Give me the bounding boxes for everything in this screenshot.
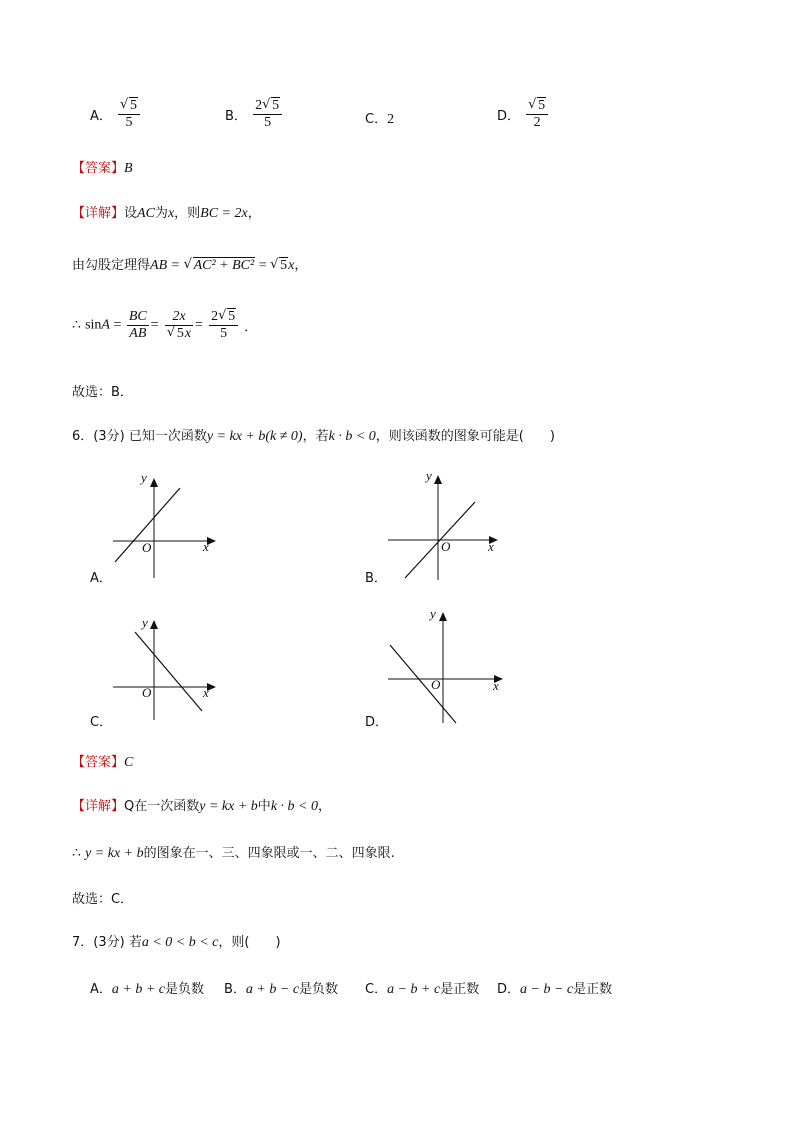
q5-option-b: B． $\frac{2√ 5}{5}$ (225, 98, 284, 131)
svg-text:x: x (203, 685, 209, 700)
q7-option-b: B．a + b − c是负数 (224, 982, 339, 997)
q7-stem: 7．(3分) 若a < 0 < b < c，则( ) (72, 935, 281, 950)
q5-option-c: C．2 (365, 112, 395, 127)
svg-text:y: y (142, 615, 148, 630)
graph-c (105, 612, 225, 732)
svg-text:x: x (203, 539, 209, 554)
q5-detail-line2: 由勾股定理得AB = √ AC² + BC² = √ 5x， (72, 254, 307, 274)
graph-b-label: B． (365, 571, 387, 586)
answer-value: B (124, 161, 133, 176)
q6-detail-line1: 【详解】Q在一次函数y = kx + b中k · b < 0， (72, 799, 331, 814)
svg-text:y: y (430, 606, 436, 621)
graph-b (380, 465, 500, 585)
graph-a-label: A． (90, 571, 112, 586)
fraction: $\frac{BC}{AB}$ (128, 309, 147, 341)
svg-text:x: x (488, 539, 494, 554)
q5-detail-line1: 【详解】设AC为x，则BC = 2x， (72, 206, 261, 221)
svg-text:O: O (142, 685, 152, 700)
svg-text:O: O (441, 539, 451, 554)
graph-d-label: D． (365, 715, 389, 730)
answer-tag: 【答案】 (72, 161, 125, 176)
fraction: √ $\frac{5}{5}$ (118, 98, 140, 131)
graph-a (105, 470, 225, 590)
answer-value: C (124, 755, 134, 770)
graph-d (383, 603, 513, 728)
graph-c-label: C． (90, 715, 113, 730)
fraction: $\frac{2√ 5}{5}$ (209, 309, 238, 342)
q5-answer (72, 157, 133, 177)
q5-choose: 故选：B． (72, 385, 133, 400)
fraction: 2x √ 5x (165, 309, 193, 342)
svg-text:y: y (426, 468, 432, 483)
q7-option-c: C．a − b + c是正数 (365, 982, 480, 997)
svg-text:O: O (142, 540, 152, 555)
q6-choose: 故选：C． (72, 892, 134, 907)
q5-option-d: D． √ $\frac{5}{2}$ (497, 98, 550, 131)
q5-option-a: A． √ $\frac{5}{5}$ (90, 98, 142, 131)
detail-tag: 【详解】 (72, 206, 125, 221)
fraction: $\frac{2√ 5}{5}$ (253, 98, 282, 131)
q5-detail-line3: ∴ sinA = $\frac{BC}{AB}$ = 2x √ 5x = $\frac{2√ 5}{5}$ ． (72, 309, 257, 342)
q6-detail-line2: ∴ y = kx + b的图象在一、三、四象限或一、二、四象限. (72, 846, 395, 861)
svg-text:O: O (431, 677, 441, 692)
svg-text:x: x (493, 678, 499, 693)
fraction: √ $\frac{5}{2}$ (526, 98, 548, 131)
detail-tag: 【详解】 (72, 799, 125, 814)
q7-option-a: A．a + b + c是负数 (90, 982, 205, 997)
answer-tag: 【答案】 (72, 755, 125, 770)
q6-answer (72, 751, 133, 771)
svg-text:y: y (141, 470, 147, 485)
q7-option-d: D．a − b − c是正数 (497, 982, 613, 997)
q6-stem: 6．(3分) 已知一次函数y = kx + b(k ≠ 0)，若k · b < 0，则该函数的图象可能是( ) (72, 429, 555, 444)
